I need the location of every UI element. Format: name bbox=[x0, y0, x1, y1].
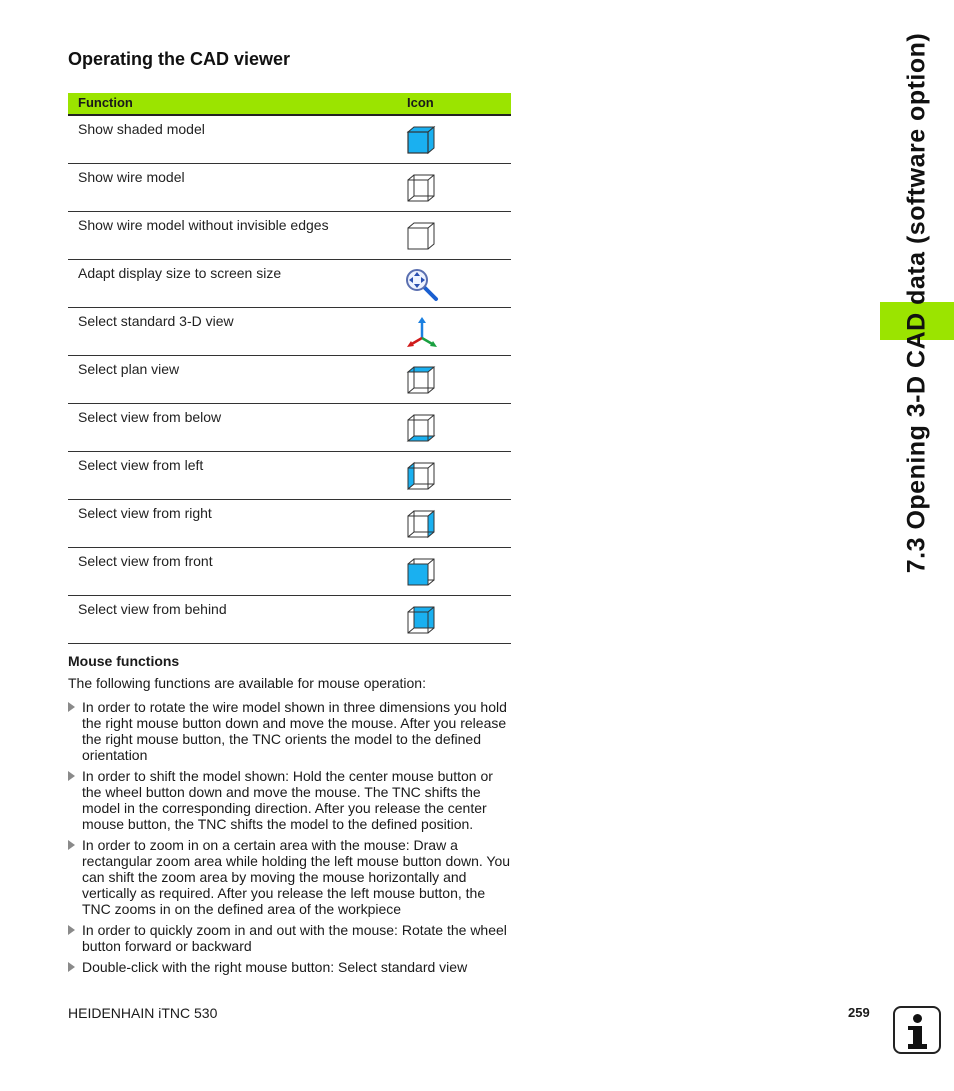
zoom-fit-icon bbox=[405, 268, 439, 302]
function-label: Adapt display size to screen size bbox=[78, 265, 282, 281]
bullet-arrow-icon bbox=[68, 840, 75, 850]
table-row bbox=[68, 308, 511, 356]
table-row bbox=[68, 212, 511, 260]
view-right-icon bbox=[405, 508, 439, 542]
wire-cube-icon bbox=[405, 172, 439, 206]
function-label: Select view from below bbox=[78, 409, 222, 425]
view-front-icon bbox=[405, 556, 439, 590]
function-label: Select plan view bbox=[78, 361, 180, 377]
function-label: Show wire model bbox=[78, 169, 185, 185]
section-title: Operating the CAD viewer bbox=[68, 49, 291, 69]
table-row bbox=[68, 500, 511, 548]
function-label: Select standard 3-D view bbox=[78, 313, 234, 329]
function-label: Select view from behind bbox=[78, 601, 227, 617]
chapter-side-title: 7.3 Opening 3-D CAD data (software option) bbox=[902, 32, 931, 574]
table-row bbox=[68, 260, 511, 308]
info-icon bbox=[893, 1006, 941, 1054]
function-label: Select view from left bbox=[78, 457, 204, 473]
table-row bbox=[68, 404, 511, 452]
function-label: Select view from right bbox=[78, 505, 212, 521]
bullet-arrow-icon bbox=[68, 771, 75, 781]
bullet-arrow-icon bbox=[68, 925, 75, 935]
mouse-functions-intro: The following functions are available for mouse operation: bbox=[68, 675, 426, 691]
table-row bbox=[68, 356, 511, 404]
bullet-arrow-icon bbox=[68, 702, 75, 712]
shaded-cube-icon bbox=[405, 124, 439, 158]
table-row bbox=[68, 164, 511, 212]
view-behind-icon bbox=[405, 604, 439, 638]
3d-axes-icon bbox=[405, 316, 439, 350]
footer-product: HEIDENHAIN iTNC 530 bbox=[68, 1005, 218, 1021]
mouse-functions-heading: Mouse functions bbox=[68, 653, 180, 669]
column-header-icon: Icon bbox=[407, 95, 434, 110]
table-row bbox=[68, 452, 511, 500]
function-label: Select view from front bbox=[78, 553, 213, 569]
table-row bbox=[68, 548, 511, 596]
list-item: In order to rotate the wire model shown in three dimensions you hold the right mouse button down and move the mouse. After you release the right mouse button, the TNC orients the model to the defined orientation bbox=[68, 699, 511, 763]
view-top-icon bbox=[405, 364, 439, 398]
function-label: Show shaded model bbox=[78, 121, 205, 137]
wire-cube-hidden-edges-icon bbox=[405, 220, 439, 254]
table-row bbox=[68, 596, 511, 644]
view-left-icon bbox=[405, 460, 439, 494]
list-item: Double-click with the right mouse button: Select standard view bbox=[68, 959, 511, 975]
list-item: In order to shift the model shown: Hold the center mouse button or the wheel button down and move the mouse. The TNC shifts the model in the corresponding direction. After you release the center mouse button, the TNC shifts the model to the defined position. bbox=[68, 768, 511, 832]
bullet-arrow-icon bbox=[68, 962, 75, 972]
table-header bbox=[68, 93, 511, 116]
function-table bbox=[68, 93, 511, 644]
mouse-functions-list bbox=[68, 699, 511, 980]
view-bottom-icon bbox=[405, 412, 439, 446]
list-item: In order to zoom in on a certain area with the mouse: Draw a rectangular zoom area while holding the left mouse button down. You can shift the zoom area by moving the mouse horizontally and vertically as required. After you release the left mouse button, the TNC zooms in on the defined area of the workpiece bbox=[68, 837, 511, 917]
column-header-function: Function bbox=[78, 95, 133, 110]
function-label: Show wire model without invisible edges bbox=[78, 217, 329, 233]
page-number: 259 bbox=[848, 1005, 870, 1020]
table-row bbox=[68, 116, 511, 164]
list-item: In order to quickly zoom in and out with the mouse: Rotate the wheel button forward or backward bbox=[68, 922, 511, 954]
